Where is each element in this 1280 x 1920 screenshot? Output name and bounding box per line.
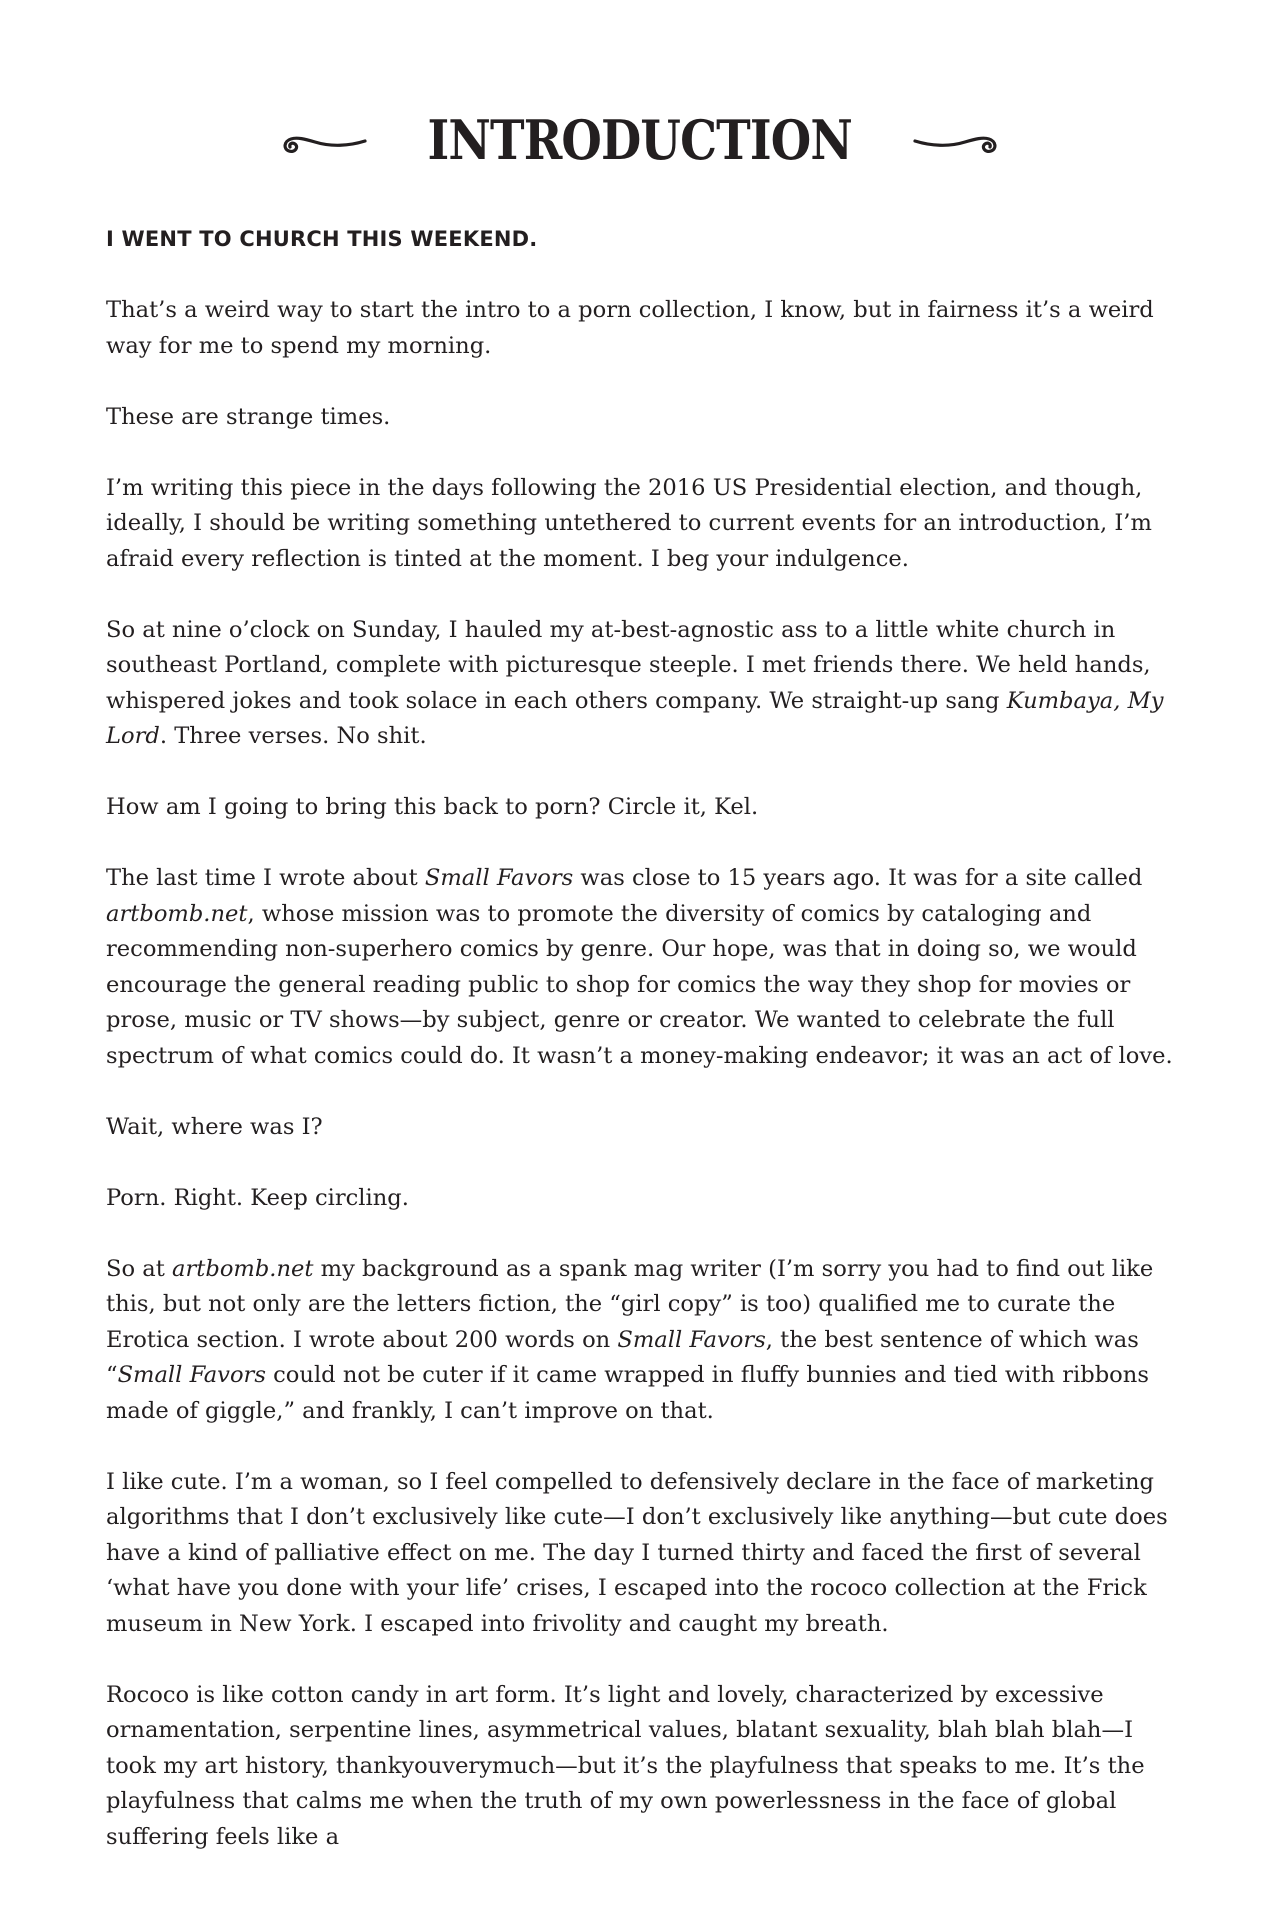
text-run: The last time I wrote about [106,865,425,891]
italic-title: Kumbaya, My Lord [106,687,1164,749]
text-run: was close to 15 years ago. It was for a site called [573,865,1143,891]
paragraph-7: Wait, where was I? [106,1113,323,1140]
italic-site-name: artbomb.net [172,1255,314,1282]
italic-title: Small Favors [117,1362,266,1388]
text-run: So at [106,1255,172,1282]
text-run: , the best sentence of which was “ [106,1326,1139,1388]
italic-title: Small Favors [424,865,574,891]
chapter-heading [0,100,1280,180]
text-run: So at nine o’clock on Sunday, I hauled my at-best-agnostic ass to a little white church in southeast Portland, complete with picturesque steeple. I met friends there. We held hands, whispered jokes and took solace in each others company. We straight-up sang [106,616,1151,714]
lead-sentence: I WENT TO CHURCH THIS WEEKEND. [106,227,538,251]
page-title: INTRODUCTION [427,108,853,172]
paragraph-5: How am I going to bring this back to porn? Circle it, Kel. [106,794,759,820]
paragraph-1: That’s a weird way to start the intro to a porn collection, I know, but in fairness it’s a weird way for me to spend my morning. [106,297,1154,359]
paragraph-10: I like cute. I’m a woman, so I feel compelled to defensively declare in the face of marketing algorithms that I don’t exclusively like cute—I don’t exclusively like anything—but cute does have a kind of palliative effect on me. The day I turned thirty and faced the first of several ‘what have you done with your life’ crises, I escaped into the rococo collection at the Frick museum in New York. I escaped into frivolity and caught my breath. [106,1468,1168,1637]
text-run: , whose mission was to promote the diversity of comics by cataloging and recommending non-superhero comics by genre. Our hope, was that in doing so, we would encourage the general reading public to shop for comics the way they shop for movies or prose, music or TV shows—by subject, genre or creator. We wanted to celebrate the full spectrum of what comics could do. It wasn’t a money-making endeavor; it was an act of love. [106,900,1173,1069]
scroll-flourish-icon [279,120,367,160]
italic-site-name: artbomb.net [106,900,248,927]
body-text [106,222,1181,1891]
paragraph-6 [106,861,1181,1074]
scroll-flourish-icon [913,120,1001,160]
paragraph-11: Rococo is like cotton candy in art form. It’s light and lovely, characterized by excessive ornamentation, serpentine lines, asymmetrical values, blatant sexuality, blah blah blah—I took my art history, thankyouverymuch—but it’s the playfulness that speaks to me. It’s the playfulness that calms me when the truth of my own powerlessness in the face of global suffering feels like a [106,1681,1145,1850]
text-run: could not be cuter if it came wrapped in fluffy bunnies and tied with ribbons made of giggle,” and frankly, I can’t improve on that. [106,1362,1149,1424]
paragraph-9 [106,1252,1181,1430]
text-run: . Three verses. No shit. [159,723,427,749]
paragraph-2: These are strange times. [106,403,391,430]
paragraph-4 [106,613,1181,755]
italic-title: Small Favors [617,1326,766,1353]
paragraph-3: I’m writing this piece in the days following the 2016 US Presidential election, and though, ideally, I should be writing something untethered to current events for an introduction, I’m afraid every reflection is tinted at the moment. I beg your indulgence. [106,474,1152,572]
paragraph-8: Porn. Right. Keep circling. [106,1184,409,1211]
text-run: my background as a spank mag writer (I’m sorry you had to find out like this, but not only are the letters fiction, the “girl copy” is too) qualified me to curate the Erotica section. I wrote about 200 words on [106,1255,1154,1353]
